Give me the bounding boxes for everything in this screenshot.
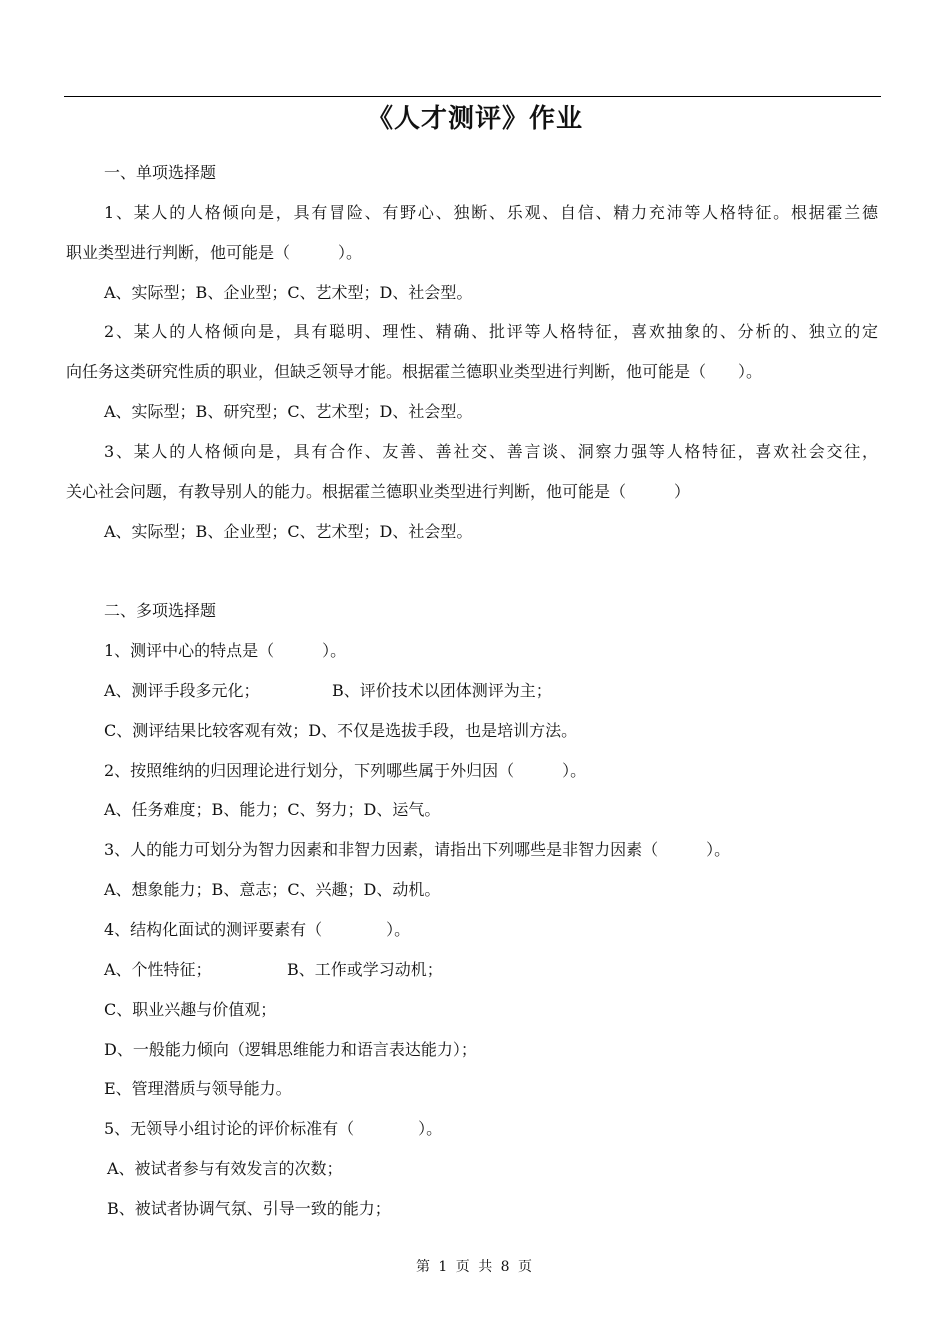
s2-q4-option-a: A、个性特征；	[104, 960, 212, 979]
header-rule	[64, 96, 881, 97]
s2-q3: 3、人的能力可划分为智力因素和非智力因素，请指出下列哪些是非智力因素（ ）。	[104, 840, 731, 859]
s2-q3-options: A、想象能力；B、意志；C、兴趣；D、动机。	[104, 880, 441, 899]
s1-q1-line1: 1、某人的人格倾向是，具有冒险、有野心、独断、乐观、自信、精力充沛等人格特征。根据霍兰德	[104, 203, 878, 222]
s2-q4-option-c: C、职业兴趣与价值观；	[104, 1000, 277, 1019]
s2-q4: 4、结构化面试的测评要素有（ ）。	[104, 920, 411, 939]
s2-q5-option-a: A、被试者参与有效发言的次数；	[107, 1159, 343, 1178]
s2-q4-option-d: D、一般能力倾向（逻辑思维能力和语言表达能力）；	[104, 1040, 477, 1059]
document-title: 《人才测评》作业	[366, 104, 583, 134]
s1-q1-line2: 职业类型进行判断，他可能是（ ）。	[66, 243, 363, 262]
s2-q5-option-b: B、被试者协调气氛、引导一致的能力；	[107, 1199, 391, 1218]
s2-q4-option-e: E、管理潜质与领导能力。	[104, 1079, 292, 1098]
section-heading-single-choice: 一、单项选择题	[104, 163, 217, 182]
section-heading-multiple-choice: 二、多项选择题	[104, 601, 217, 620]
s1-q2-line2: 向任务这类研究性质的职业，但缺乏领导才能。根据霍兰德职业类型进行判断，他可能是（ ）。	[66, 362, 763, 381]
page-footer: 第 1 页 共 8 页	[415, 1259, 535, 1275]
s1-q1-options: A、实际型；B、企业型；C、艺术型；D、社会型。	[104, 283, 473, 302]
s2-q1-options-cd: C、测评结果比较客观有效；D、不仅是选拔手段，也是培训方法。	[104, 721, 578, 740]
s2-q5: 5、无领导小组讨论的评价标准有（ ）。	[104, 1119, 443, 1138]
s2-q1-option-a: A、测评手段多元化；	[104, 681, 260, 700]
s1-q3-options: A、实际型；B、企业型；C、艺术型；D、社会型。	[104, 522, 473, 541]
s1-q2-line1: 2、某人的人格倾向是，具有聪明、理性、精确、批评等人格特征，喜欢抽象的、分析的、独立的定	[104, 322, 878, 341]
s1-q2-options: A、实际型；B、研究型；C、艺术型；D、社会型。	[104, 402, 473, 421]
s2-q1: 1、测评中心的特点是（ ）。	[104, 641, 347, 660]
s2-q1-option-b: B、评价技术以团体测评为主；	[332, 681, 552, 700]
s1-q3-line2: 关心社会问题，有教导别人的能力。根据霍兰德职业类型进行判断，他可能是（ ）	[66, 482, 691, 501]
s1-q3-line1: 3、某人的人格倾向是，具有合作、友善、善社交、善言谈、洞察力强等人格特征，喜欢社会交往，	[104, 442, 878, 461]
s2-q4-option-b: B、工作或学习动机；	[287, 960, 443, 979]
s2-q2: 2、按照维纳的归因理论进行划分，下列哪些属于外归因（ ）。	[104, 761, 587, 780]
s2-q2-options: A、任务难度；B、能力；C、努力；D、运气。	[104, 800, 441, 819]
